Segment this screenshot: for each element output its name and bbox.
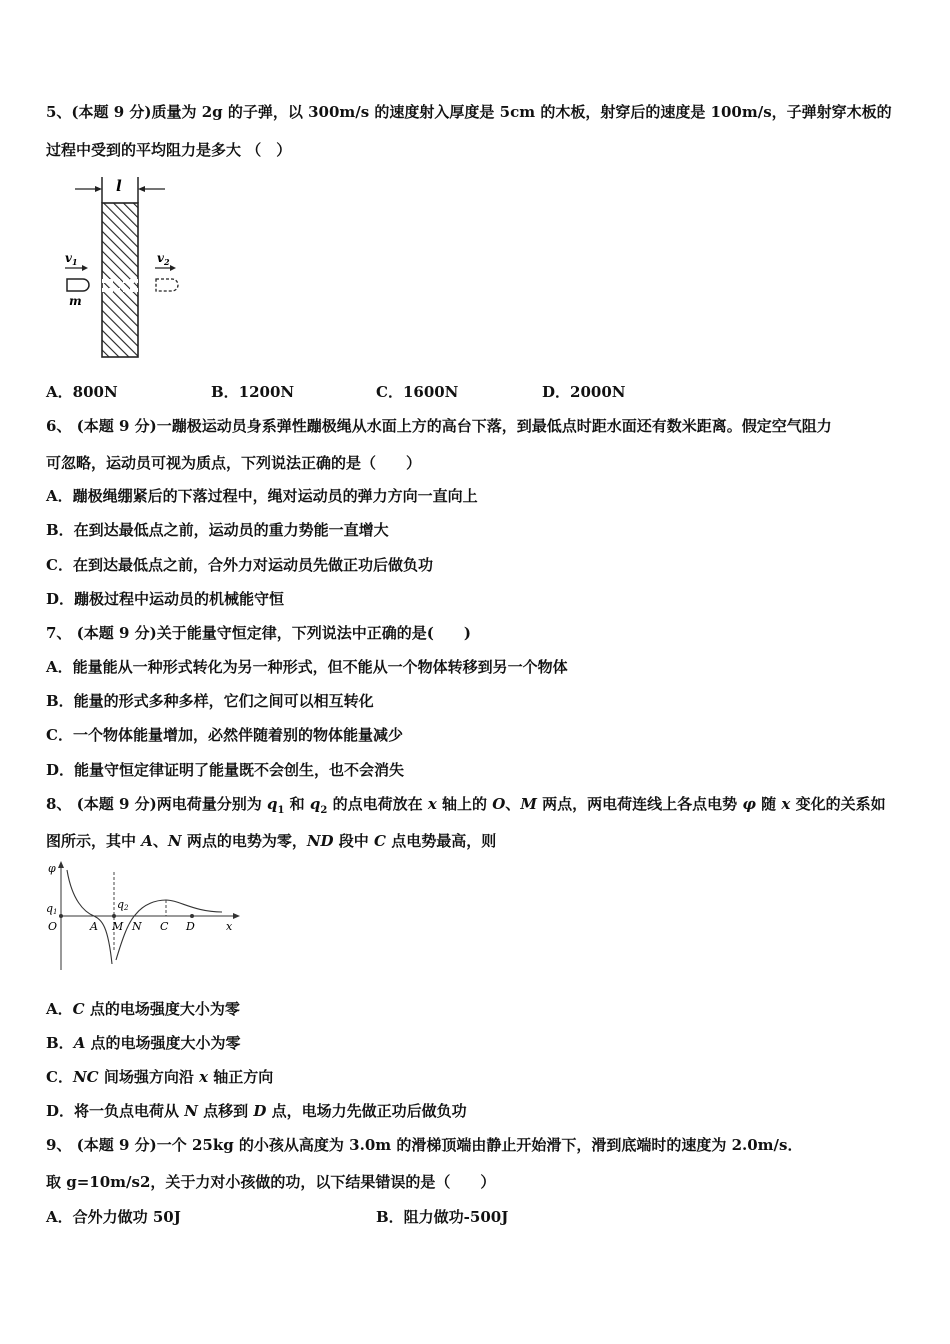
q8-stem-line1: 8、 (本题 9 分)两电荷量分别为 $q_1$ 和 $q_2$ 的点电荷放在 x 轴上的 O、M 两点，两电荷连线上各点电势 φ 随 x 变化的关系如	[46, 795, 886, 816]
q8-option-d: D．将一负点电荷从 N 点移到 D 点，电场力先做正功后做负功	[46, 1102, 467, 1120]
q8-fig-curve-left	[67, 870, 112, 964]
q9-option-b: B．阻力做功-500J	[376, 1208, 509, 1226]
q8-fig-D-label: D	[186, 920, 195, 933]
q5-fig-l-label: l	[116, 177, 122, 195]
q8-potential-graph	[44, 860, 244, 976]
q8-fig-O-label: O	[48, 920, 58, 933]
q5-fig-bullet-after	[156, 279, 178, 291]
q5-bullet-board-figure	[55, 175, 180, 365]
q6-option-d: D．蹦极过程中运动员的机械能守恒	[46, 590, 285, 608]
q5-option-a: A．800N	[46, 383, 118, 401]
q5-stem-line1: 5、(本题 9 分)质量为 2g 的子弹，以 300m/s 的速度射入厚度是 5cm 的木板，射穿后的速度是 100m/s，子弹射穿木板的	[46, 103, 892, 121]
svg-text:v2	[157, 251, 170, 267]
q5-fig-v2-label: v	[157, 251, 164, 265]
svg-text:q2	[117, 898, 129, 912]
q9-stem-line1: 9、 (本题 9 分)一个 25kg 的小孩从高度为 3.0m 的滑梯顶端由静止开始滑下，滑到底端时的速度为 2.0m/s．	[46, 1136, 803, 1154]
q9-option-a: A．合外力做功 50J	[46, 1208, 181, 1226]
q5-fig-m-label: m	[69, 294, 82, 308]
q6-stem-line2: 可忽略，运动员可视为质点，下列说法正确的是（ ）	[46, 454, 422, 472]
q5-fig-bullet	[67, 279, 89, 291]
q6-option-c: C．在到达最低点之前，合外力对运动员先做正功后做负功	[46, 556, 433, 574]
q5-fig-v1-sub: 1	[71, 257, 78, 267]
q8-fig-q2-label: q	[117, 898, 125, 911]
q8-option-a: A．C 点的电场强度大小为零	[46, 1000, 240, 1018]
q5-option-c: C．1600N	[376, 383, 459, 401]
q6-stem-line1: 6、 (本题 9 分)一蹦极运动员身系弹性蹦极绳从水面上方的高台下落，到最低点时距水面还有数米距离。假定空气阻力	[46, 417, 832, 435]
q8-option-c: C．NC 间场强方向沿 x 轴正方向	[46, 1068, 274, 1086]
q8-fig-x-label: x	[226, 920, 233, 933]
q7-option-a: A．能量能从一种形式转化为另一种形式，但不能从一个物体转移到另一个物体	[46, 658, 568, 676]
q7-option-b: B．能量的形式多种多样，它们之间可以相互转化	[46, 692, 374, 710]
q5-fig-v2-sub: 2	[163, 257, 170, 267]
q8-fig-M-label: M	[112, 920, 124, 933]
q7-option-c: C．一个物体能量增加，必然伴随着别的物体能量减少	[46, 726, 403, 744]
svg-text:v1	[65, 251, 78, 267]
q6-option-a: A．蹦极绳绷紧后的下落过程中，绳对运动员的弹力方向一直向上	[46, 487, 478, 505]
q5-option-b: B．1200N	[211, 383, 295, 401]
q7-stem: 7、 (本题 9 分)关于能量守恒定律，下列说法中正确的是( )	[46, 624, 471, 642]
q8-fig-C-label: C	[160, 920, 169, 933]
q8-fig-A-label: A	[90, 920, 98, 933]
q8-stem-line2: 图所示，其中 A、N 两点的电势为零，ND 段中 C 点电势最高，则	[46, 832, 497, 850]
q9-stem-line2: 取 g=10m/s2，关于力对小孩做的功，以下结果错误的是（ ）	[46, 1173, 496, 1191]
q7-option-d: D．能量守恒定律证明了能量既不会创生，也不会消失	[46, 761, 405, 779]
q8-fig-q2-sub: 2	[124, 904, 129, 912]
q5-option-d: D．2000N	[542, 383, 626, 401]
q5-fig-v1-label: v	[65, 251, 72, 265]
q8-fig-N-label: N	[132, 920, 142, 933]
q8-fig-q1-label: q	[46, 902, 54, 915]
q5-stem-line2: 过程中受到的平均阻力是多大 （ ）	[46, 141, 292, 159]
q8-option-b: B．A 点的电场强度大小为零	[46, 1034, 241, 1052]
q6-option-b: B．在到达最低点之前，运动员的重力势能一直增大	[46, 521, 389, 539]
q8-fig-phi-label: φ	[48, 862, 56, 875]
svg-text:q1	[46, 902, 58, 916]
q8-fig-q1-sub: 1	[53, 908, 58, 916]
